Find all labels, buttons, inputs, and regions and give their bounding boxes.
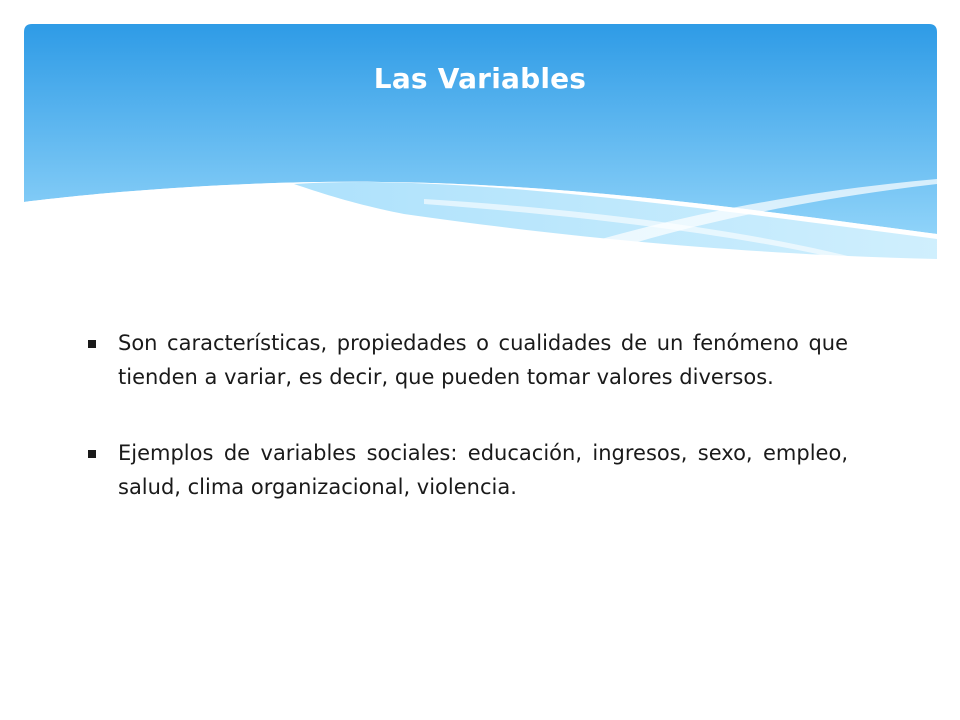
square-bullet-icon [88,450,96,458]
bullet-text: Son características, propiedades o cualidades de un fenómeno que tienden a variar, es decir, que pueden tomar valores diversos. [118,331,848,389]
bullet-list [88,326,848,546]
list-item [88,436,848,504]
bullet-text: Ejemplos de variables sociales: educación, ingresos, sexo, empleo, salud, clima organizacional, violencia. [118,441,848,499]
slide-title: Las Variables [373,62,587,95]
square-bullet-icon [88,340,96,348]
list-item [88,326,848,394]
